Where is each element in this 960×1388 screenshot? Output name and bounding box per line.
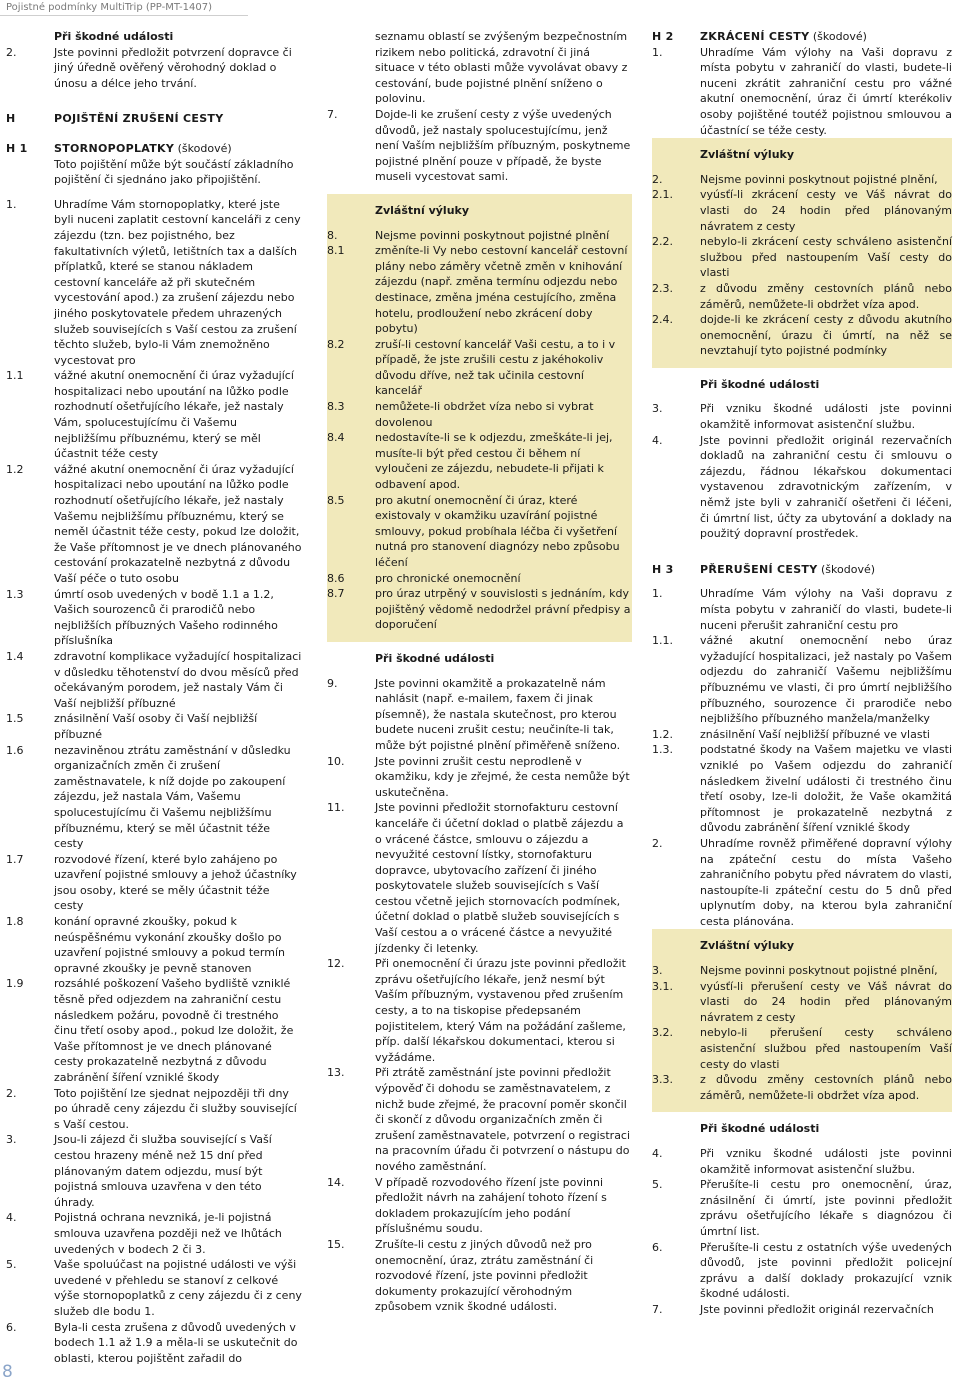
list-item: 6. Byla-li cesta zrušena z důvodů uvedených v bodech 1.1 až 1.9 a měla-li se uskutečnit do oblasti, kterou pojištěnt zařadil do bbox=[6, 1320, 298, 1365]
exclusions-heading: Zvláštní výluky bbox=[375, 203, 470, 217]
list-item: 1.3. podstatné škody na Vašem majetku ve vlasti vzniklé po Vašem odjezdu do zahraničí následkem živelní události či trestného činu třetí osoby, lze-li doložit, že Vaše okamžitá přítomnost je prokazatelně nezbytná z důvodu zabránění šíření vzniklé škody bbox=[652, 743, 952, 835]
list-item: 1.1. vážné akutní onemocnění nebo úraz vyžadující hospitalizaci, jež nastaly po Vašem odjezdu do zahraničí Vašemu nejbližšímu příbuznému ve vlasti, či pro úmrtí nejbližšího příbuzného, sourozence či prarodiče nebo nejbližšího příbuzného manžela/manželky bbox=[652, 634, 952, 726]
list-item: 8.1 změníte-li Vy nebo cestovní kancelář cestovní plány nebo záměry včetně změn v knihování zájezdu (např. změna termínu odjezdu nebo destinace, změna jména cestujícího, změna hotelu, prodloužení nebo zkrácení doby pobytu) bbox=[327, 244, 628, 336]
list-item: 2.3. z důvodu změny cestovních plánů nebo záměrů, nemůžete-li obdržet víza apod. bbox=[652, 281, 952, 311]
list-item: 9. Jste povinni okamžitě a prokazatelně nám nahlásit (např. e-mailem, faxem či jinak písemně), že nastala skutečnost, pro kterou budete nuceni zrušit cestu; neučiníte-li tak, může být pojistné plnění přiměřeně sníženo. bbox=[327, 676, 621, 752]
list-item: 3. Jsou-li zájezd či služba související s Vaší cestou hrazeny méně než 15 dní před plánovaným datem odjezdu, musí být pojistná smlouva uzavřena v den této úhrady. bbox=[6, 1133, 272, 1209]
list-item: 8.2 zruší-li cestovní kancelář Vaši cestu, a to i v případě, že jste zrušili cestu z jakéhokoliv důvodu dříve, než tak učinila cestovní kancelář bbox=[327, 337, 616, 398]
list-item: 1.1 vážné akutní onemocnění či úraz vyžadující hospitalizaci nebo upoutání na lůžko podle rozhodnutí ošetřujícího lékaře, jež nastaly Vám, spolucestujícímu či Vašemu nejbližšímu příbuznému, který se měl účastnit téže cesty bbox=[6, 369, 294, 461]
list-item: 5. Vaše spoluúčast na pojistné události ve výši uvedené v přehledu se stanoví z celkové výše stornopoplatků z ceny zájezdu či z ceny služeb dle bodu 1. bbox=[6, 1258, 302, 1318]
section-heading: H POJIŠTĚNÍ ZRUŠENÍ CESTY bbox=[6, 112, 224, 126]
list-item: 1.2 vážné akutní onemocnění či úraz vyžadující hospitalizaci nebo upoutání na lůžko podle rozhodnutí ošetřujícího lékaře, jež nastaly Vašemu nejbližšímu příbuznému, který se neměl účastnit téže cesty, pokud lze doložit, že Vaše přítomnost je ve dnech plánovaného cestování prokazatelně nezbytná z důvodu Vaší péče o tuto osobu bbox=[6, 462, 302, 585]
list-item: 4. Jste povinni předložit originál rezervačních dokladů na zahraniční cestu či smlouvu o zájezdu, řádnou lékařskou dokumentaci vystavenou zdravotnickým zařízením, v němž jste byli v zahraničí ošetřeni či léčeni, či úmrtní list, účty za ubytování a doklady na použitý dopravní prostředek. bbox=[652, 433, 952, 541]
subsection-heading: H 1 STORNOPOPLATKY (škodové) bbox=[6, 141, 232, 155]
list-item: 11. Jste povinni předložit stornofakturu cestovní kanceláře či účetní doklad o platbě zájezdu a o vrácené částce, smlouvu o zájezdu a nevyužité cestovní lístky, stornofakturu dopravce, ubytovacího zařízení či jiného poskytovatele služeb souvisejících s Vaší cestou včetně jejich stornovacích podmínek, účetní doklad o platbě služeb souvisejících s Vaší cestou a o vrácené částce a nevyužité jízdenky či letenky. bbox=[327, 801, 624, 955]
list-item: 6. Přerušíte-li cestu z ostatních výše uvedených důvodů, jste povinni předložit policejní zprávu a další doklady prokazující vznik škodné události. bbox=[652, 1240, 952, 1301]
list-item: 7. Jste povinni předložit originál rezervačních bbox=[652, 1302, 934, 1316]
list-item: 8.6 pro chronické onemocnění bbox=[327, 571, 521, 585]
continued-text: seznamu oblastí se zvýšeným bezpečnostním rizikem nebo politická, zdravotní či jiná situace v této oblasti může vyvolávat obavy z cestování, bude pojistné plnění sníženo o polovinu. bbox=[375, 30, 628, 106]
document-header: Pojistné podmínky MultiTrip (PP-MT-1407) bbox=[0, 0, 218, 16]
exclusions-heading: Zvláštní výluky bbox=[700, 939, 795, 953]
list-item: 2.4. dojde-li ke zkrácení cesty z důvodu akutního onemocnění, úrazu či úmrtí, na něž se nevztahují tyto pojistné podmínky bbox=[652, 313, 952, 358]
exclusions-heading: Zvláštní výluky bbox=[700, 148, 795, 162]
list-item: 1.4 zdravotní komplikace vyžadující hospitalizaci v důsledku těhotenství do dvou měsíců před očekávaným porodem, jež nastaly Vám či Vaší nejbližší příbuzné bbox=[6, 649, 302, 710]
list-item: 7. Dojde-li ke zrušení cesty z výše uvedených důvodů, jež nastaly spolucestujícímu, jenž není Vaším nejbližším příbuzným, poskytneme pojistné plnění pouze v případě, že byste museli vycestovat sami. bbox=[327, 107, 631, 184]
list-item: 3. Při vzniku škodné události jste povinni okamžitě informovat asistenční službu. bbox=[652, 402, 952, 432]
list-item: 4. Pojistná ochrana nevzniká, je-li pojistná smlouva uzavřena později než ve lhůtách uvedených v bodech 2 či 3. bbox=[6, 1211, 282, 1256]
claims-heading: Při škodné události bbox=[54, 30, 174, 43]
list-item: 1.9 rozsáhlé poškození Vašeho bydliště vzniklé těsně před odjezdem na zahraniční cestu následkem požáru, povodně či trestného činu třetí osoby apod., pokud lze doložit, že Vaše přítomnost je ve dnech plánované cesty prokazatelně nezbytná z důvodu zabránění šíření vzniklé škody bbox=[6, 977, 294, 1084]
list-item: 2. Nejsme povinni poskytnout pojistné plnění, bbox=[652, 172, 938, 186]
intro-text: Toto pojištění může být součástí základního pojištění či sjednáno jako připojištění. bbox=[54, 157, 294, 187]
list-item: 2. Toto pojištění lze sjednat nejpozději tři dny po úhradě ceny zájezdu či služby související s Vaší cestou. bbox=[6, 1086, 297, 1131]
list-item: 3. Nejsme povinni poskytnout pojistné plnění, bbox=[652, 964, 938, 978]
list-item: 8.4 nedostavíte-li se k odjezdu, zmeškáte-li jej, musíte-li být před cestou či během ní vyloučeni ze zájezdu, nebudete-li přijati k odbavení apod. bbox=[327, 431, 613, 492]
list-item: 1.6 nezaviněnou ztrátu zaměstnání v důsledku organizačních změn či zrušení zaměstnavatele, k níž dojde po zakoupení zájezdu, jež nastala Vám, Vašemu spolucestujícímu či Vašemu nejbližšímu příbuznému, který se měl účastnit téže cesty bbox=[6, 743, 291, 851]
list-item: 1. Uhradíme Vám výlohy na Vaši dopravu z místa pobytu v zahraničí do vlasti, budete-li nuceni přerušit zahraniční cestu pro bbox=[652, 587, 952, 632]
list-item: 1. Uhradíme Vám výlohy na Vaši dopravu z místa pobytu v zahraničí do vlasti, budete-li nuceni zkrátit zahraniční cestu pro vážné akutní onemocnění, úraz či úmrtí kterékoliv osoby pojištěné toutéž pojistnou smlouvou a účastnící se téže cesty. bbox=[652, 45, 952, 137]
list-item: 12. Při onemocnění či úrazu jste povinni předložit zprávu ošetřujícího lékaře, jenž nesmí být Vaším příbuzným, vystavenou před zrušením cesty, a to na tiskopise předepsaném pojistitelem, který Vám na požádání zašleme, příp. další lékařskou dokumentaci, kterou si vyžádáme. bbox=[327, 957, 626, 1064]
list-item: 5. Přerušíte-li cestu pro onemocnění, úraz, znásilnění či úmrtí, jste povinni předložit zprávu ošetřujícího lékaře s diagnózou či úmrtní list. bbox=[652, 1178, 952, 1238]
claims-heading: Při škodné události bbox=[375, 651, 495, 665]
column-1 bbox=[6, 29, 302, 1366]
list-item: 10. Jste povinni zrušit cestu neprodleně v okamžiku, kdy je zřejmé, že cesta nemůže být uskutečněna. bbox=[327, 754, 630, 799]
list-item: 8.3 nemůžete-li obdržet víza nebo si vybrat dovolenou bbox=[327, 400, 594, 429]
exclusions-box bbox=[652, 138, 952, 368]
list-item: 3.1. vyúsťí-li přerušení cesty ve Váš návrat do vlasti do 24 hodin před plánovaným návratem z cesty bbox=[652, 979, 952, 1024]
list-item: 2.2. nebylo-li zkrácení cesty schváleno asistenční službou před nastoupením Vaší cesty do vlasti bbox=[652, 235, 952, 280]
exclusions-box bbox=[652, 929, 952, 1112]
list-item: 1. Uhradíme Vám stornopoplatky, které jste byli nuceni zaplatit cestovní kanceláři z ceny zájezdu (tzn. bez pojistného, bez fakultativních výletů, letištních tax a dalších příplatků, které se stanou nákladem cestovní kanceláře až při skutečném vycestování apod.) za zrušení zájezdu nebo jiného poskytovatele předem uhrazených služeb souvisejících s Vaší cestou za zrušení těchto služeb, bylo-li Vám znemožněno vycestovat pro bbox=[6, 197, 301, 367]
list-item: 2. Jste povinni předložit potvrzení dopravce či jiný úředně ověřený věrohodný doklad o únosu a délce jeho trvání. bbox=[6, 45, 292, 90]
list-item: 4. Při vzniku škodné události jste povinni okamžitě informovat asistenční službu. bbox=[652, 1147, 952, 1176]
list-item: 3.2. nebylo-li přerušení cesty schváleno asistenční službou před nastoupením Vaší cesty do vlasti bbox=[652, 1026, 952, 1071]
subsection-heading: H 2 ZKRÁCENÍ CESTY (škodové) bbox=[652, 30, 867, 43]
claims-heading: Při škodné události bbox=[700, 1122, 820, 1136]
list-item: 1.5 znásilnění Vaší osoby či Vaší nejbližší příbuzné bbox=[6, 712, 258, 741]
list-item: 1.8 konání opravné zkoušky, pokud k neúspěšnému vykonání zkoušky došlo po uzavření pojistné smlouvy a pokud termín opravné zkoušky je pevně stanoven bbox=[6, 915, 285, 975]
column-2 bbox=[327, 29, 632, 1315]
page-number: 8 bbox=[2, 1362, 13, 1382]
exclusions-box bbox=[327, 194, 632, 642]
list-item: 1.2. znásilnění Vaší nejbližší příbuzné ve vlasti bbox=[652, 727, 930, 741]
list-item: 15. Zrušíte-li cestu z jiných důvodů než pro onemocnění, úraz, ztrátu zaměstnání či rozvodové řízení, jste povinni předložit dokumenty prokazující věrohodným způsobem vznik škodné události. bbox=[327, 1237, 594, 1314]
claims-heading: Při škodné události bbox=[700, 377, 820, 391]
subsection-heading: H 3 PŘERUŠENÍ CESTY (škodové) bbox=[652, 562, 876, 576]
list-item: 8. Nejsme povinni poskytnout pojistné plnění bbox=[327, 228, 610, 242]
list-item: 3.3. z důvodu změny cestovních plánů nebo záměrů, nemůžete-li obdržet víza apod. bbox=[652, 1073, 952, 1102]
list-item: 1.7 rozvodové řízení, které bylo zahájeno po uzavření pojistné smlouvy a jehož účastníky jsou osoby, které se měly účastnit téže cesty bbox=[6, 852, 297, 913]
list-item: 8.5 pro akutní onemocnění či úraz, které existovaly v okamžiku uzavírání pojistné smlouvy, pokud probíhala léčba či vyšetření nutná pro stanovení diagnózy nebo způsobu léčení bbox=[327, 493, 620, 569]
column-3 bbox=[652, 29, 952, 1318]
list-item: 2.1. vyúsťí-li zkrácení cesty ve Váš návrat do vlasti do 24 hodin před plánovaným návratem z cesty bbox=[652, 188, 952, 233]
list-item: 1.3 úmrtí osob uvedených v bodě 1.1 a 1.2, Vašich sourozenců či prarodičů nebo nejbližších příbuzných Vašeho rodinného příslušníka bbox=[6, 587, 278, 648]
list-item: 8.7 pro úraz utrpěný v souvislosti s jednáním, kdy pojištěný vědomě nedodržel právní předpisy a doporučení bbox=[327, 587, 631, 632]
list-item: 2. Uhradíme rovněž přiměřené dopravní výlohy na zpáteční cestu do místa Vašeho zahraničního pobytu před návratem do vlasti, nastoupíte-li zpáteční cestu do 5 dnů před uplynutím doby, na kterou byla zahraniční cesta plánována. bbox=[652, 836, 952, 928]
list-item: 14. V případě rozvodového řízení jste povinni předložit návrh na zahájení tohoto řízení s dokladem prokazujícím jeho podání příslušnému soudu. bbox=[327, 1175, 607, 1236]
list-item: 13. Při ztrátě zaměstnání jste povinni předložit výpověď či dohodu se zaměstnavatelem, z nichž bude zřejmé, že pracovní poměr skončil či skončí z důvodu organizačních změn či zrušení zaměstnavatele, potvrzení o registraci na pracovním úřadu či potvrzení o nástupu do nového zaměstnání. bbox=[327, 1066, 631, 1173]
